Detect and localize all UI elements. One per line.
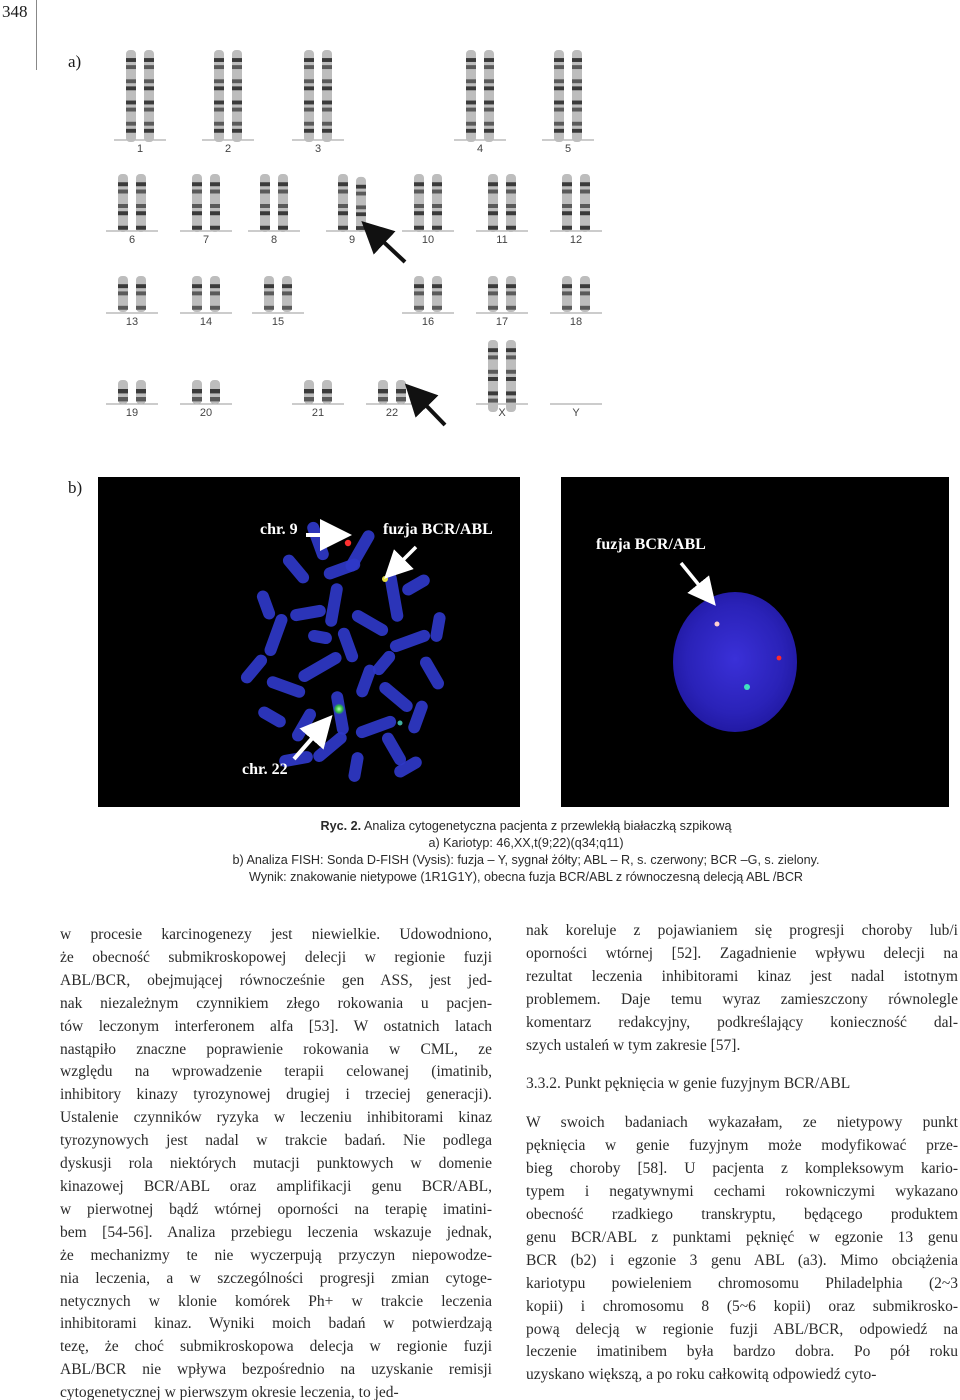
chromosome-number: 6 — [128, 234, 136, 246]
chromosome — [192, 276, 202, 312]
karyotype-image — [96, 40, 616, 430]
chromosome — [304, 50, 314, 142]
chromosome — [136, 276, 146, 312]
chromosome — [506, 174, 516, 232]
chromosome — [488, 276, 498, 312]
chromosome — [260, 174, 270, 232]
signal-green-nucleus — [744, 684, 750, 690]
text-line: rezultat leczenia inhibitorami kinaz jest nadal istotnym — [526, 967, 958, 985]
text-line: kopii) i chromosomu 8 (5~6 kopii) oraz submikrosko- — [526, 1297, 958, 1315]
label-fusion-left: fuzja BCR/ABL — [383, 521, 493, 538]
chromosome — [432, 174, 442, 232]
chromosome-number: Y — [572, 407, 580, 419]
text-line: netycznych w klonie komórek Ph+ w trakcie leczenia — [60, 1292, 492, 1310]
karyotype-svg — [96, 40, 616, 430]
chromosome-number: 18 — [569, 316, 583, 328]
chromosome — [506, 340, 516, 412]
text-line: BCR (b2) i egzonie 3 genu ABL (a3). Mimo obciążenia — [526, 1251, 958, 1269]
text-line: genu BCR/ABL z punktami pęknięć w egzonie 13 genu — [526, 1228, 958, 1246]
caption-prefix: Ryc. 2. — [320, 819, 362, 833]
chromosome-number: 1 — [136, 143, 144, 155]
text-line: komentarz redakcyjny, podkreślający konieczność dal- — [526, 1013, 958, 1031]
text-line: Ustalenie czynników ryzyka w leczeniu inhibitorami kinaz — [60, 1109, 492, 1127]
metaphase-chromosome — [263, 612, 289, 657]
chromosome — [356, 177, 366, 232]
chromosome-number: 15 — [271, 316, 285, 328]
chromosome — [278, 174, 288, 232]
metaphase-chromosome — [256, 704, 288, 729]
metaphase-chromosome — [350, 608, 391, 638]
chromosome-number: 17 — [495, 316, 509, 328]
chromosome — [488, 340, 498, 412]
text-line: obecność rzadkiego transkryptu, będącego produktem — [526, 1205, 958, 1223]
metaphase-chromosome — [429, 611, 446, 643]
chromosome-number: 19 — [125, 407, 139, 419]
chromosome — [466, 50, 476, 142]
text-line: tezę, że choć submikroskopowa delecja w regionie fuzji — [60, 1338, 492, 1356]
chromosome-number: X — [498, 407, 506, 419]
chromosome-number: 14 — [199, 316, 213, 328]
metaphase-chromosome — [347, 751, 364, 783]
text-line: nastąpiło znaczne poprawienie rokowania w CML, ze — [60, 1040, 492, 1058]
chromosome — [562, 276, 572, 312]
metaphase-chromosome — [322, 557, 362, 581]
signal-yellow — [382, 576, 388, 582]
signal-yellow-nucleus — [715, 622, 720, 627]
metaphase-chromosome — [289, 604, 327, 622]
caption-line-c: Wynik: znakowanie nietypowe (1R1G1Y), obecna fuzja BCR/ABL z równoczesną delecją ABL /BCR — [248, 870, 804, 884]
chromosome-number: 21 — [311, 407, 325, 419]
page-rule — [36, 0, 37, 70]
text-line: bieg choroby [58]. U pacjenta z kompleksowym kario- — [526, 1160, 958, 1178]
metaphase-chromosome — [377, 680, 415, 715]
label-chr22: chr. 22 — [242, 761, 288, 778]
nucleus — [673, 592, 797, 732]
chromosome — [192, 380, 202, 404]
chromosome — [210, 174, 220, 232]
chromosome — [136, 380, 146, 404]
metaphase-chromosome — [370, 648, 397, 677]
text-line: tyrozynowych jest nadal w trakcie badań. Nie podlega — [60, 1132, 492, 1150]
text-line: względu na wprowadzenie terapii celowanej (imatinib, — [60, 1063, 492, 1081]
chromosome — [554, 50, 564, 142]
text-line: inhibitory kinazy tyrozynowej drugiej i trzeciej generacji). — [60, 1086, 492, 1104]
chromosome-number: 7 — [202, 234, 210, 246]
page-number: 348 — [2, 2, 28, 21]
chromosome — [414, 174, 424, 232]
metaphase-chromosome — [255, 589, 277, 621]
signal-green — [334, 704, 345, 715]
chromosome — [118, 174, 128, 232]
chromosome-number: 3 — [314, 143, 322, 155]
signal-red — [345, 540, 351, 546]
chromosome-number: 11 — [496, 234, 508, 246]
chromosome — [210, 276, 220, 312]
text-line: kariotypu powieleniem chromosomu Philadelphia (2~3 — [526, 1274, 958, 1292]
chromosome-number: 22 — [385, 407, 399, 419]
caption-title-text: Analiza cytogenetyczna pacjenta z przewlekłą białaczką szpikową — [361, 819, 732, 833]
text-line: dyskusji rola niektórych mutacji punktowych w domenie — [60, 1155, 492, 1173]
text-line: kinazowej BCR/ABL oraz amplifikacji genu BCR/ABL, — [60, 1177, 492, 1195]
chromosome — [580, 276, 590, 312]
text-line: W swoich badaniach wykazałam, ze nietypowy punkt — [526, 1114, 958, 1132]
chromosome-number: 12 — [569, 234, 583, 246]
metaphase-chromosome — [324, 582, 343, 627]
text-line: nak koreluje z pojawianiem się progresji choroby lub/i — [526, 922, 958, 939]
right-text-column — [526, 920, 958, 1387]
metaphase-chromosome — [388, 628, 432, 654]
signal-red-nucleus — [777, 656, 782, 661]
metaphase-chromosome — [380, 730, 408, 767]
chromosome — [572, 50, 582, 142]
text-line: że mechanizmy te nie wyczerpują przyczyn niepowodze- — [60, 1246, 492, 1264]
chromosome-number: 2 — [224, 143, 232, 155]
arrow-fusion-left — [394, 547, 416, 569]
right-paragraph-2 — [526, 1112, 958, 1387]
metaphase-chromosome — [306, 520, 331, 562]
chromosome — [118, 276, 128, 312]
metaphase-chromosome — [238, 652, 269, 686]
signal-green-small — [398, 721, 403, 726]
chromosome — [580, 174, 590, 232]
label-fusion-right: fuzja BCR/ABL — [596, 536, 706, 553]
chromosome — [126, 50, 136, 142]
chromosome — [210, 380, 220, 404]
panel-label-b: b) — [68, 478, 83, 497]
text-line: pową delecją w regionie fuzji ABL/BCR, odpowiedź na — [526, 1320, 958, 1338]
fish-interphase-svg — [561, 477, 949, 807]
chromosome — [484, 50, 494, 142]
metaphase-chromosome — [280, 552, 311, 586]
chromosome-number: 4 — [476, 143, 484, 155]
chromosome-number: 13 — [125, 316, 139, 328]
chromosome — [414, 276, 424, 312]
caption-title — [96, 818, 956, 835]
chromosome — [214, 50, 224, 142]
chromosome-number: 5 — [564, 143, 572, 155]
caption-line-b: b) Analiza FISH: Sonda D-FISH (Vysis): fuzja – Y, sygnał żółty; ABL – R, s. czerwony; BCR –G, s. zielony. — [232, 853, 820, 867]
chromosome — [264, 276, 274, 312]
caption-line-a: a) Kariotyp: 46,XX,t(9;22)(q34;q11) — [428, 836, 624, 850]
chromosome — [506, 276, 516, 312]
chromosome-number: 9 — [348, 234, 356, 246]
text-line: że obecność submikroskopowej delecji w regionie fuzji — [60, 948, 492, 966]
text-line: uzyskano większą, a po roku całkowitą odpowiedź cyto- — [526, 1366, 877, 1384]
text-line: typem i negatywnymi cechami rokowniczymi wykazano — [526, 1183, 958, 1201]
arrow-fusion-right — [681, 563, 707, 595]
text-line: bem [54-56]. Analiza przebiegu leczenia wskazuje jednak, — [60, 1223, 492, 1241]
chromosome — [232, 50, 242, 142]
metaphase-chromosome — [307, 629, 333, 645]
metaphase-chromosome — [296, 650, 344, 684]
text-line: tów leczonym interferonem alfa [53]. W ostatnich latach — [60, 1017, 492, 1035]
text-line: nia leczenia, a w szczególności progresji zmian cytoge- — [60, 1269, 492, 1287]
metaphase-chromosome — [418, 654, 446, 691]
chromosome — [144, 50, 154, 142]
chromosome — [488, 174, 498, 232]
right-paragraph-1 — [526, 920, 958, 1057]
text-line: w pierwotnej bądź wtórnej oporności na terapię imatini- — [60, 1200, 492, 1218]
chromosome — [136, 174, 146, 232]
chromosome-number: 8 — [270, 234, 278, 246]
panel-label-a: a) — [68, 52, 82, 71]
chromosome-number: 20 — [199, 407, 213, 419]
text-line: leczenie imatinibem była bardzo dobra. Po pół roku — [526, 1343, 958, 1361]
chromosome — [378, 380, 388, 404]
chromosome — [322, 380, 332, 404]
text-line: ABL/BCR, obejmującej równocześnie gen ASS, jest jed- — [60, 971, 492, 989]
text-line: inhibitorami kinaz. Wyniki moich badań w potwierdzają — [60, 1315, 492, 1333]
chromosome — [192, 174, 202, 232]
text-line: oporności wtórnej [52]. Zagadnienie wpływu delecji na — [526, 944, 958, 962]
fish-interphase-image — [561, 477, 949, 807]
chromosome — [322, 50, 332, 142]
chromosome — [304, 380, 314, 404]
chromosome-number: 10 — [421, 234, 435, 246]
text-line: w procesie karcinogenezy jest niewielkie. Udowodniono, — [60, 926, 492, 943]
section-subheading: 3.3.2. Punkt pęknięcia w genie fuzyjnym BCR/ABL — [526, 1075, 851, 1093]
left-text-column — [60, 924, 492, 1400]
chromosome — [118, 380, 128, 404]
figure-caption — [96, 818, 956, 886]
chromosome — [338, 174, 348, 232]
text-line: nak niezależnym czynnikiem złego rokowania u pacjen- — [60, 994, 492, 1012]
text-line: cytogenetycznej w pierwszym okresie leczenia, to jed- — [60, 1384, 399, 1400]
text-line: szych ustaleń w tym zakresie [57]. — [526, 1036, 741, 1054]
chromosome-number: 16 — [421, 316, 435, 328]
fish-metaphase-image — [98, 477, 520, 807]
chromosome — [396, 380, 406, 404]
label-chr9: chr. 9 — [260, 521, 298, 538]
chromosome — [282, 276, 292, 312]
text-line: ABL/BCR nie wpływa bezpośrednio na uzyskanie remisji — [60, 1361, 492, 1379]
metaphase-chromosome — [400, 572, 432, 597]
text-line: pęknięcia w genie fuzyjnym może modyfikować prze- — [526, 1137, 958, 1155]
text-line: problemem. Daje temu wyraz zamieszczony równolegle — [526, 990, 958, 1008]
chromosome — [562, 174, 572, 232]
chromosome — [432, 276, 442, 312]
